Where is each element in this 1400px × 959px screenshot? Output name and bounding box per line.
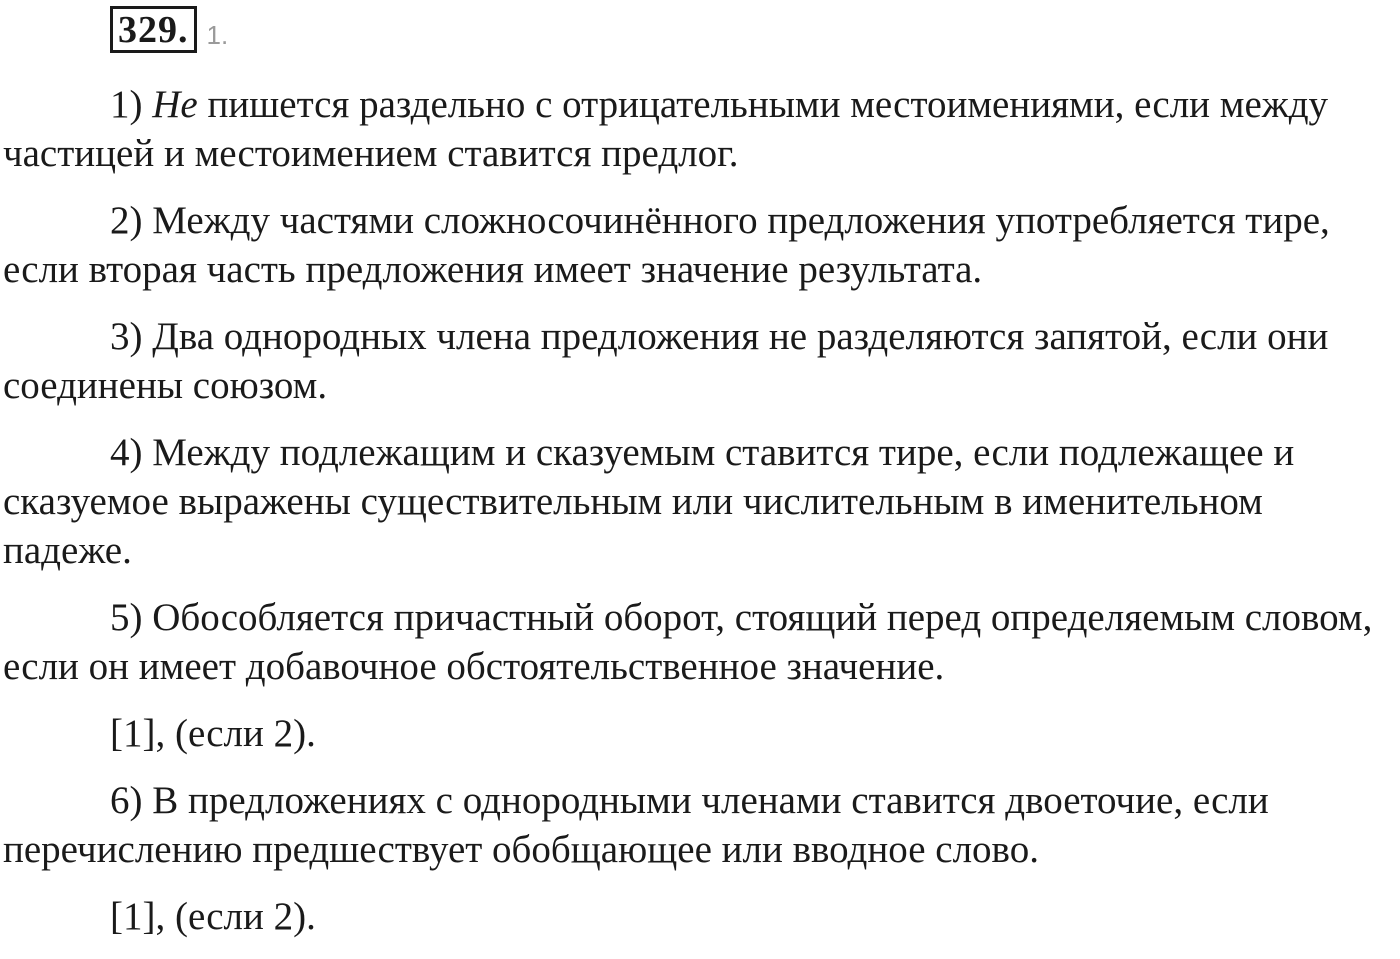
rule-1-italic-word: Не	[152, 83, 198, 126]
rule-paragraph-1	[3, 80, 1400, 178]
exercise-number: 329.	[110, 6, 197, 53]
rule-paragraph-6: 6) В предложениях с однородными членами ставится двоеточие, если перечислению предшествует обобщающее или вводное слово.	[3, 779, 1269, 871]
scheme-1: [1], (если 2).	[110, 712, 316, 755]
exercise-header	[110, 6, 228, 53]
rule-1-text: пишется раздельно с отрицательными местоимениями, если между частицей и местоимением ставится предлог.	[3, 83, 1329, 175]
exercise-content	[3, 80, 1400, 959]
rule-paragraph-5: 5) Обособляется причастный оборот, стоящий перед определяемым словом, если он имеет добавочное обстоятельственное значение.	[3, 596, 1373, 688]
rule-1-number: 1)	[110, 83, 153, 126]
rule-paragraph-2: 2) Между частями сложносочинённого предложения употребляется тире, если вторая часть предложения имеет значение результата.	[3, 199, 1330, 291]
rule-paragraph-4: 4) Между подлежащим и сказуемым ставится тире, если подлежащее и сказуемое выражены существительным или числительным в именительном падеже.	[3, 431, 1295, 572]
part-label: 1.	[206, 20, 229, 50]
scheme-2: [1], (если 2).	[110, 895, 316, 938]
rule-paragraph-3: 3) Два однородных члена предложения не разделяются запятой, если они соединены союзом.	[3, 315, 1329, 407]
